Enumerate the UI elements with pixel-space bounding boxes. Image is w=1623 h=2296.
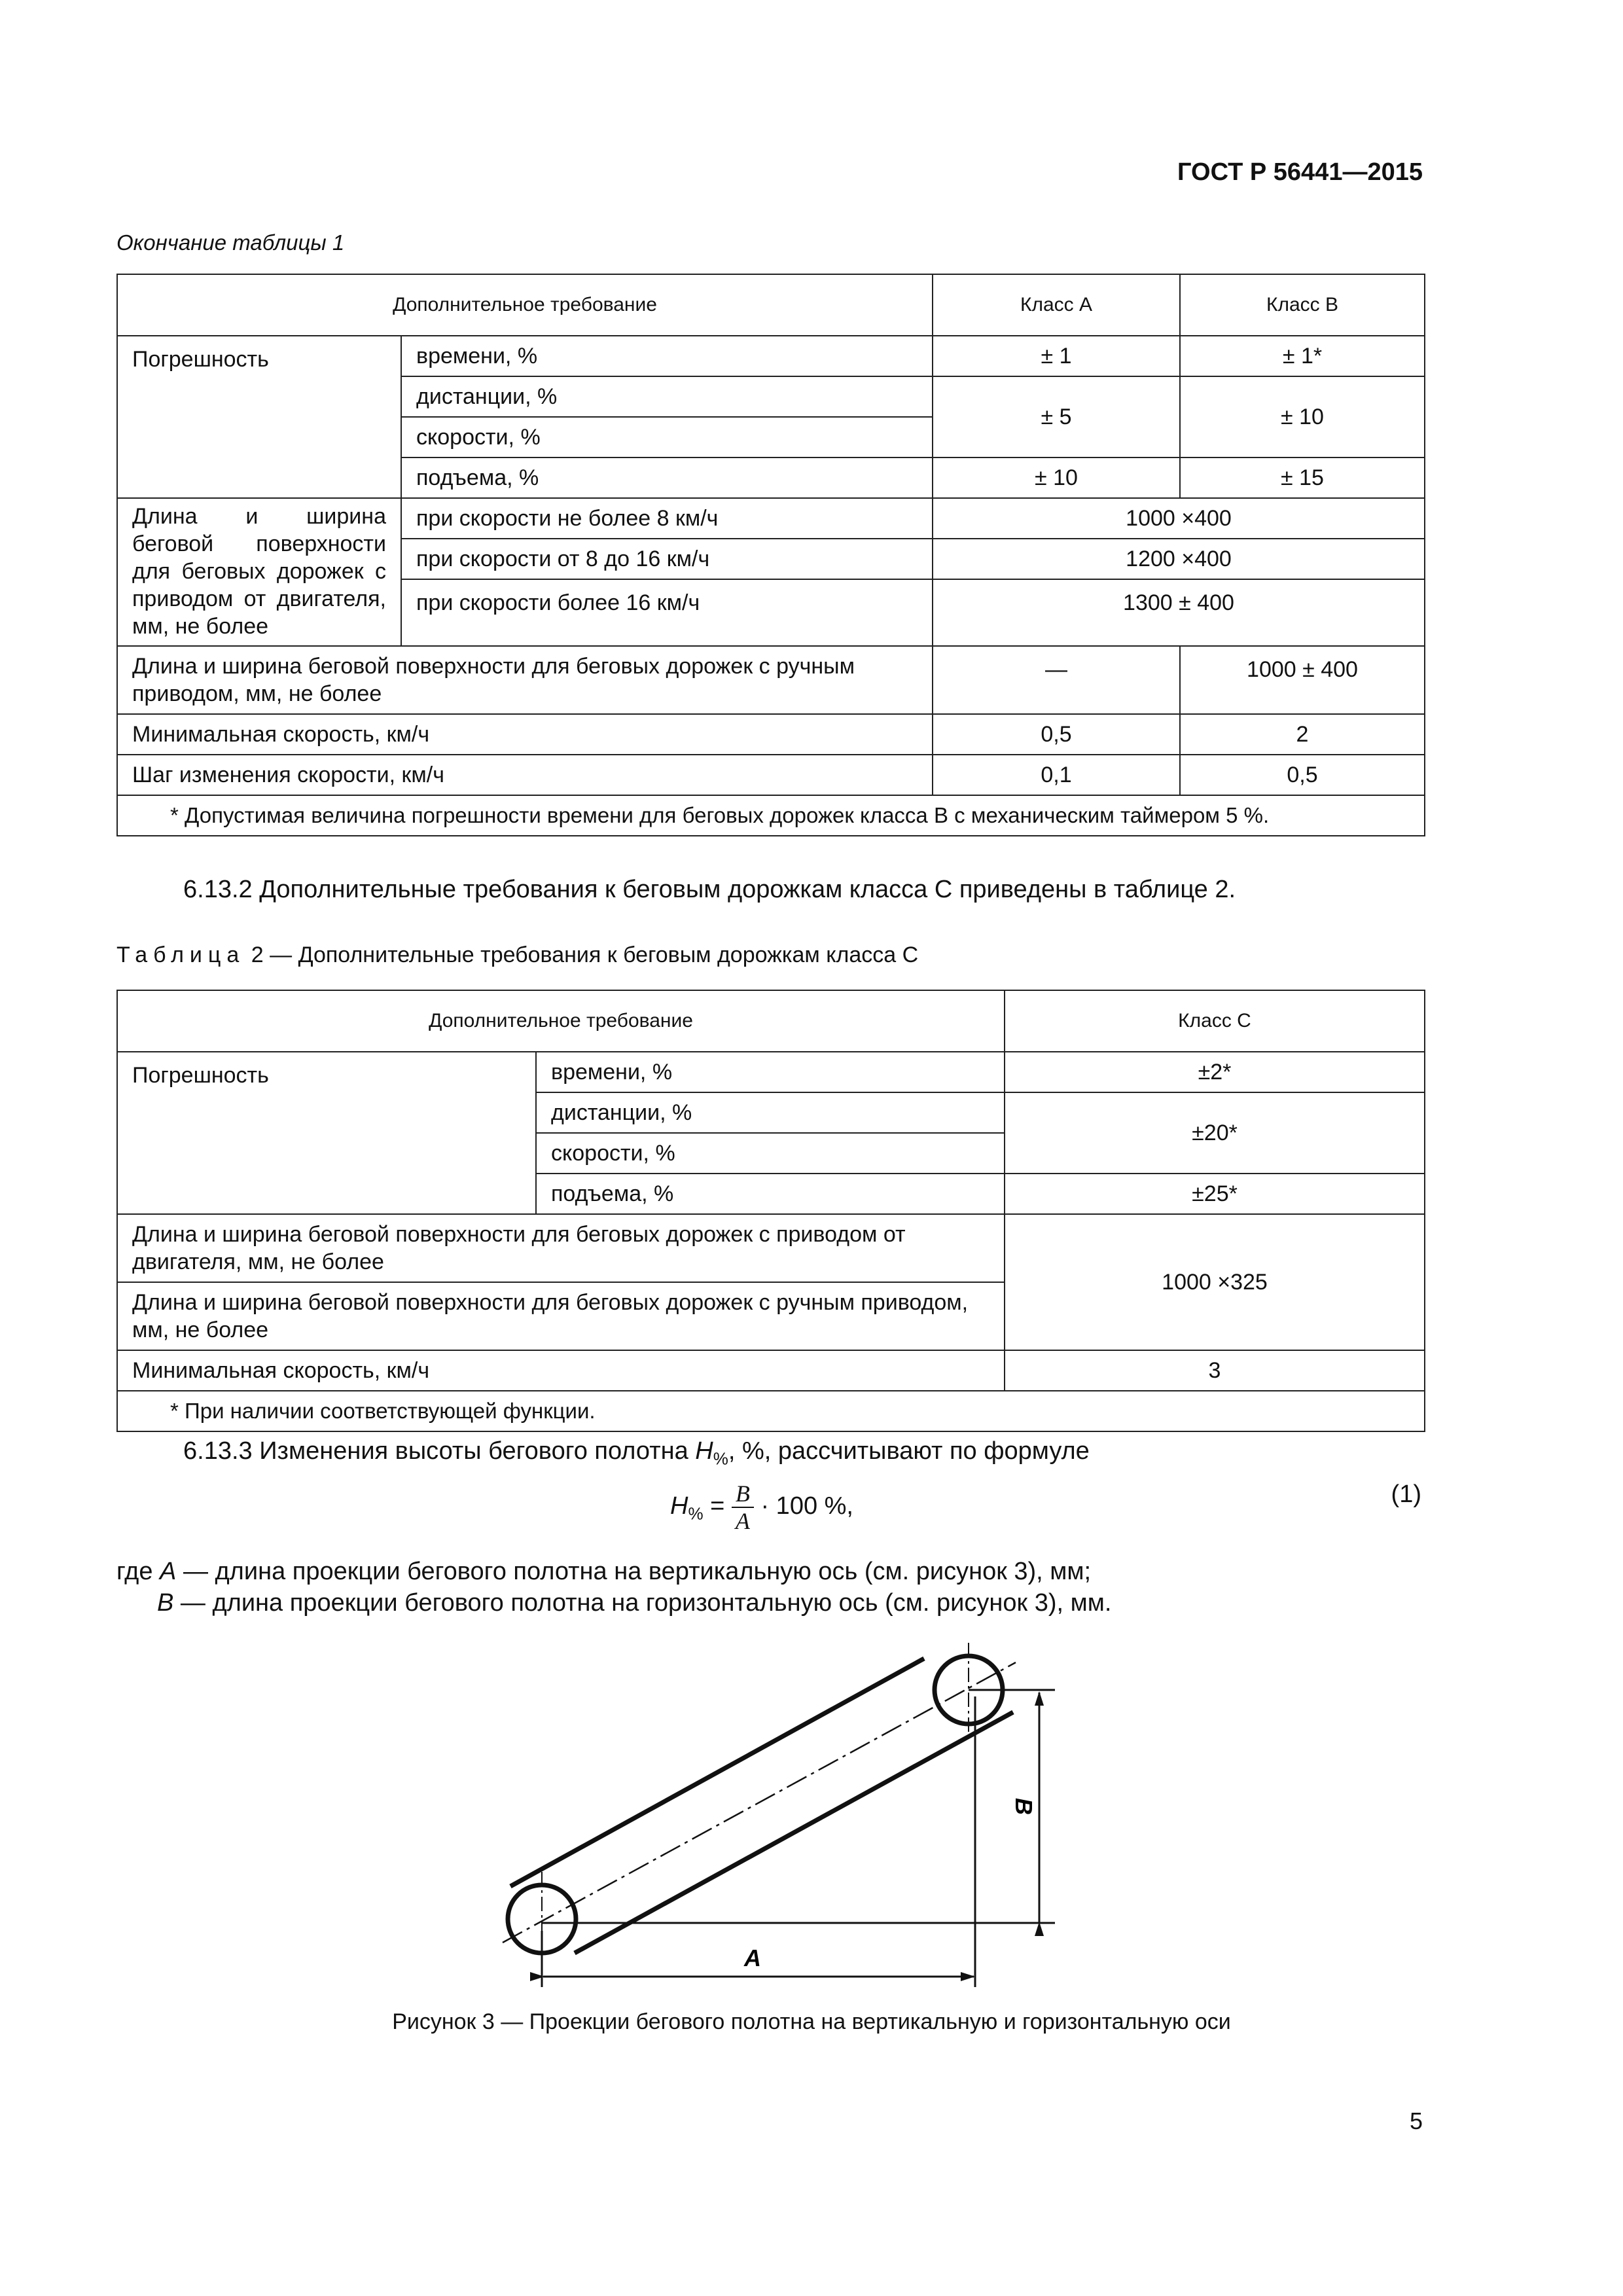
motor-value-2: 1200 ×400 xyxy=(933,539,1425,579)
table2-caption-rest: 2 — Дополнительные требования к беговым дорожкам класса С xyxy=(251,942,919,967)
step-class-a: 0,1 xyxy=(933,755,1180,795)
manual-class-b: 1000 ± 400 xyxy=(1180,646,1425,714)
incline-class-c: ±25* xyxy=(1005,1174,1425,1214)
belt-center-line xyxy=(503,1662,1016,1943)
where-a-symbol: A xyxy=(160,1558,177,1585)
paragraph-text-after: , %, рассчитывают по формуле xyxy=(728,1437,1090,1465)
header-class-b: Класс В xyxy=(1180,274,1425,336)
formula-lhs-sub: % xyxy=(688,1503,704,1524)
param-distance: дистанции, % xyxy=(536,1092,1005,1133)
motor-cond-2: при скорости от 8 до 16 км/ч xyxy=(401,539,933,579)
time-class-c: ±2* xyxy=(1005,1052,1425,1092)
header-requirement: Дополнительное требование xyxy=(117,990,1005,1052)
formula-rhs: · 100 %, xyxy=(760,1492,853,1520)
figure-3-caption: Рисунок 3 — Проекции бегового полотна на вертикальную и горизонтальную оси xyxy=(392,2009,1231,2034)
param-time: времени, % xyxy=(401,336,933,376)
min-speed-class-c: 3 xyxy=(1005,1350,1425,1391)
paragraph-text: Изменения высоты бегового полотна xyxy=(259,1437,688,1465)
table1-continuation-title: Окончание таблицы 1 xyxy=(116,230,345,255)
param-incline: подъема, % xyxy=(401,457,933,498)
min-speed-class-b: 2 xyxy=(1180,714,1425,755)
paragraph-6-13-2: 6.13.2 Дополнительные требования к беговым дорожкам класса С приведены в таблице 2. xyxy=(183,876,1236,903)
formula-lhs: H xyxy=(670,1492,688,1520)
dist-speed-class-c: ±20* xyxy=(1005,1092,1425,1174)
param-speed: скорости, % xyxy=(536,1133,1005,1174)
where-a-text: — длина проекции бегового полотна на вертикальную ось (см. рисунок 3), мм; xyxy=(183,1558,1092,1585)
incline-class-a: ± 10 xyxy=(933,457,1180,498)
belt-upper-edge xyxy=(510,1659,924,1886)
dimension-b-label: B xyxy=(1010,1798,1037,1815)
formula-equals: = xyxy=(710,1492,725,1520)
min-speed-label: Минимальная скорость, км/ч xyxy=(117,714,933,755)
step-class-b: 0,5 xyxy=(1180,755,1425,795)
formula-number: (1) xyxy=(1391,1480,1421,1508)
header-class-c: Класс С xyxy=(1005,990,1425,1052)
table2-footnote: * При наличии соответствующей функции. xyxy=(117,1391,1425,1431)
table1-footnote: * Допустимая величина погрешности времени для беговых дорожек класса В с механическим таймером 5 %. xyxy=(117,795,1425,836)
manual-label: Длина и ширина беговой поверхности для беговых дорожек с ручным приводом, мм, не более xyxy=(117,646,933,714)
motor-label-text: Длина и ширина беговой поверхности для беговых дорожек с приводом от двигателя, мм, не более xyxy=(132,504,386,639)
page-number: 5 xyxy=(1409,2108,1423,2134)
motor-value-1: 1000 ×400 xyxy=(933,498,1425,539)
height-subscript: % xyxy=(713,1448,728,1469)
time-class-a: ± 1 xyxy=(933,336,1180,376)
min-speed-class-a: 0,5 xyxy=(933,714,1180,755)
where-b-symbol: B xyxy=(157,1589,174,1617)
param-speed: скорости, % xyxy=(401,417,933,457)
param-distance: дистанции, % xyxy=(401,376,933,417)
step-label: Шаг изменения скорости, км/ч xyxy=(117,755,933,795)
where-b-text: — длина проекции бегового полотна на горизонтальную ось (см. рисунок 3), мм. xyxy=(180,1589,1112,1617)
incline-class-b: ± 15 xyxy=(1180,457,1425,498)
min-speed-label: Минимальная скорость, км/ч xyxy=(117,1350,1005,1391)
error-label: Погрешность xyxy=(117,336,401,498)
dist-speed-class-b: ± 10 xyxy=(1180,376,1425,457)
manual-class-a: — xyxy=(933,646,1180,714)
standard-number: ГОСТ Р 56441—2015 xyxy=(1177,158,1423,186)
time-class-b: ± 1* xyxy=(1180,336,1425,376)
error-label: Погрешность xyxy=(117,1052,536,1214)
param-incline: подъема, % xyxy=(536,1174,1005,1214)
size-class-c: 1000 ×325 xyxy=(1005,1214,1425,1350)
manual-label: Длина и ширина беговой поверхности для беговых дорожек с ручным приводом, мм, не более xyxy=(117,1282,1005,1350)
belt-lower-edge xyxy=(575,1712,1013,1953)
formula-denominator: A xyxy=(735,1508,750,1534)
dimension-a-label: A xyxy=(744,1945,761,1971)
paragraph-number: 6.13.3 xyxy=(183,1437,253,1465)
table2-caption-word: Таблица xyxy=(116,942,245,967)
header-requirement: Дополнительное требование xyxy=(117,274,933,336)
motor-value-3: 1300 ± 400 xyxy=(933,579,1425,646)
formula-numerator: B xyxy=(732,1480,754,1508)
header-class-a: Класс А xyxy=(933,274,1180,336)
motor-cond-1: при скорости не более 8 км/ч xyxy=(401,498,933,539)
motor-label: Длина и ширина беговой поверхности для беговых дорожек с приводом от двигателя, мм, не более xyxy=(117,1214,1005,1282)
where-prefix: где xyxy=(116,1558,153,1585)
dist-speed-class-a: ± 5 xyxy=(933,376,1180,457)
motor-cond-3: при скорости более 16 км/ч xyxy=(401,579,933,646)
param-time: времени, % xyxy=(536,1052,1005,1092)
height-symbol: H xyxy=(695,1437,713,1465)
